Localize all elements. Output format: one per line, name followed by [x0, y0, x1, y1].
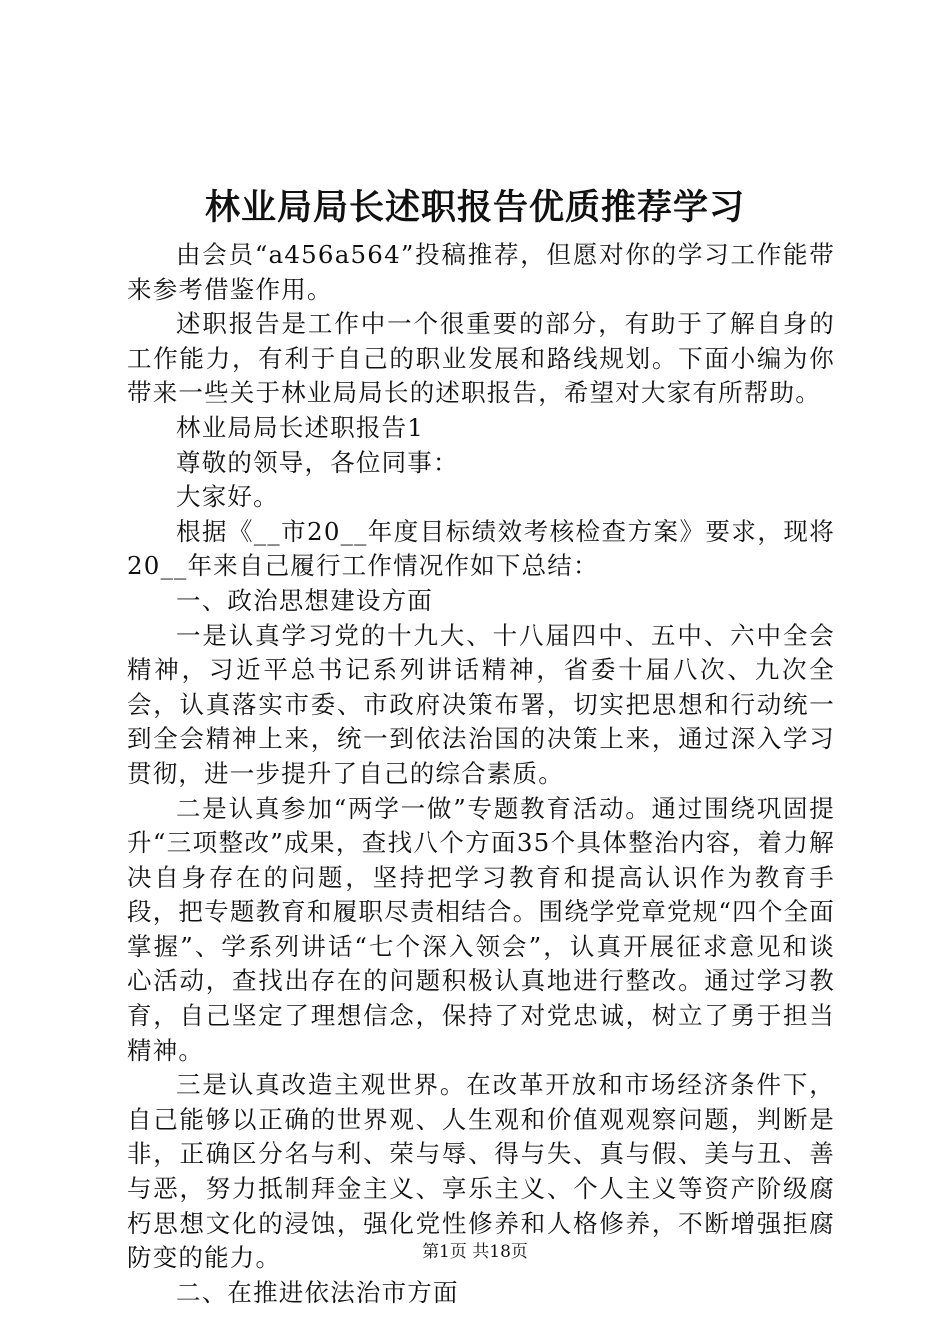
paragraph-salutation: 尊敬的领导，各位同事：: [176, 447, 459, 477]
paragraph-greeting: 大家好。: [176, 482, 279, 512]
document-title: 林业局局长述职报告优质推荐学习: [204, 187, 745, 228]
document-body: [127, 238, 835, 1310]
paragraph-point-one: 一是认真学习党的十九大、十八届四中、五中、六中全会精神，习近平总书记系列讲话精神，省委十届八次、九次全会，认真落实市委、市政府决策布署，切实把思想和行动统一到全会精神上来，统一到依法治国的决策上来，通过深入学习贯彻，进一步提升了自己的综合素质。: [127, 620, 835, 788]
paragraph-basis: 根据《__市20__年度目标绩效考核检查方案》要求，现将20__年来自己履行工作情况作如下总结：: [127, 516, 835, 581]
page-total: 共18页: [472, 1242, 528, 1262]
section-heading-political: 一、政治思想建设方面: [176, 585, 433, 615]
paragraph-point-two: 二是认真参加“两学一做”专题教育活动。通过围绕巩固提升“三项整改”成果，查找八个方面35个具体整治内容，着力解决自身存在的问题，坚持把学习教育和提高认识作为教育手段，把专题教育和履职尽责相结合。围绕学党章党规“四个全面掌握”、学系列讲话“七个深入领会”，认真开展征求意见和谈心活动，查找出存在的问题积极认真地进行整改。通过学习教育，自己坚定了理想信念，保持了对党忠诚，树立了勇于担当精神。: [127, 793, 835, 1065]
section-heading-rule-of-law: 二、在推进依法治市方面: [176, 1277, 459, 1307]
page-number: 第1页: [422, 1242, 467, 1262]
paragraph-report-heading: 林业局局长述职报告1: [176, 412, 425, 442]
paragraph-intro: 由会员“a456a564”投稿推荐，但愿对你的学习工作能带来参考借鉴作用。: [127, 240, 835, 304]
paragraph-point-three: 三是认真改造主观世界。在改革开放和市场经济条件下，自己能够以正确的世界观、人生观和价值观观察问题，判断是非，正确区分名与利、荣与辱、得与失、真与假、美与丑、善与恶，努力抵制拜金主义、享乐主义、个人主义等资产阶级腐朽思想文化的浸蚀，强化党性修养和人格修养，不断增强拒腐防变的能力。: [127, 1070, 835, 1273]
paragraph-purpose: 述职报告是工作中一个很重要的部分，有助于了解自身的工作能力，有利于自己的职业发展和路线规划。下面小编为你带来一些关于林业局局长的述职报告，希望对大家有所帮助。: [127, 309, 835, 408]
page-footer: [0, 1240, 950, 1264]
